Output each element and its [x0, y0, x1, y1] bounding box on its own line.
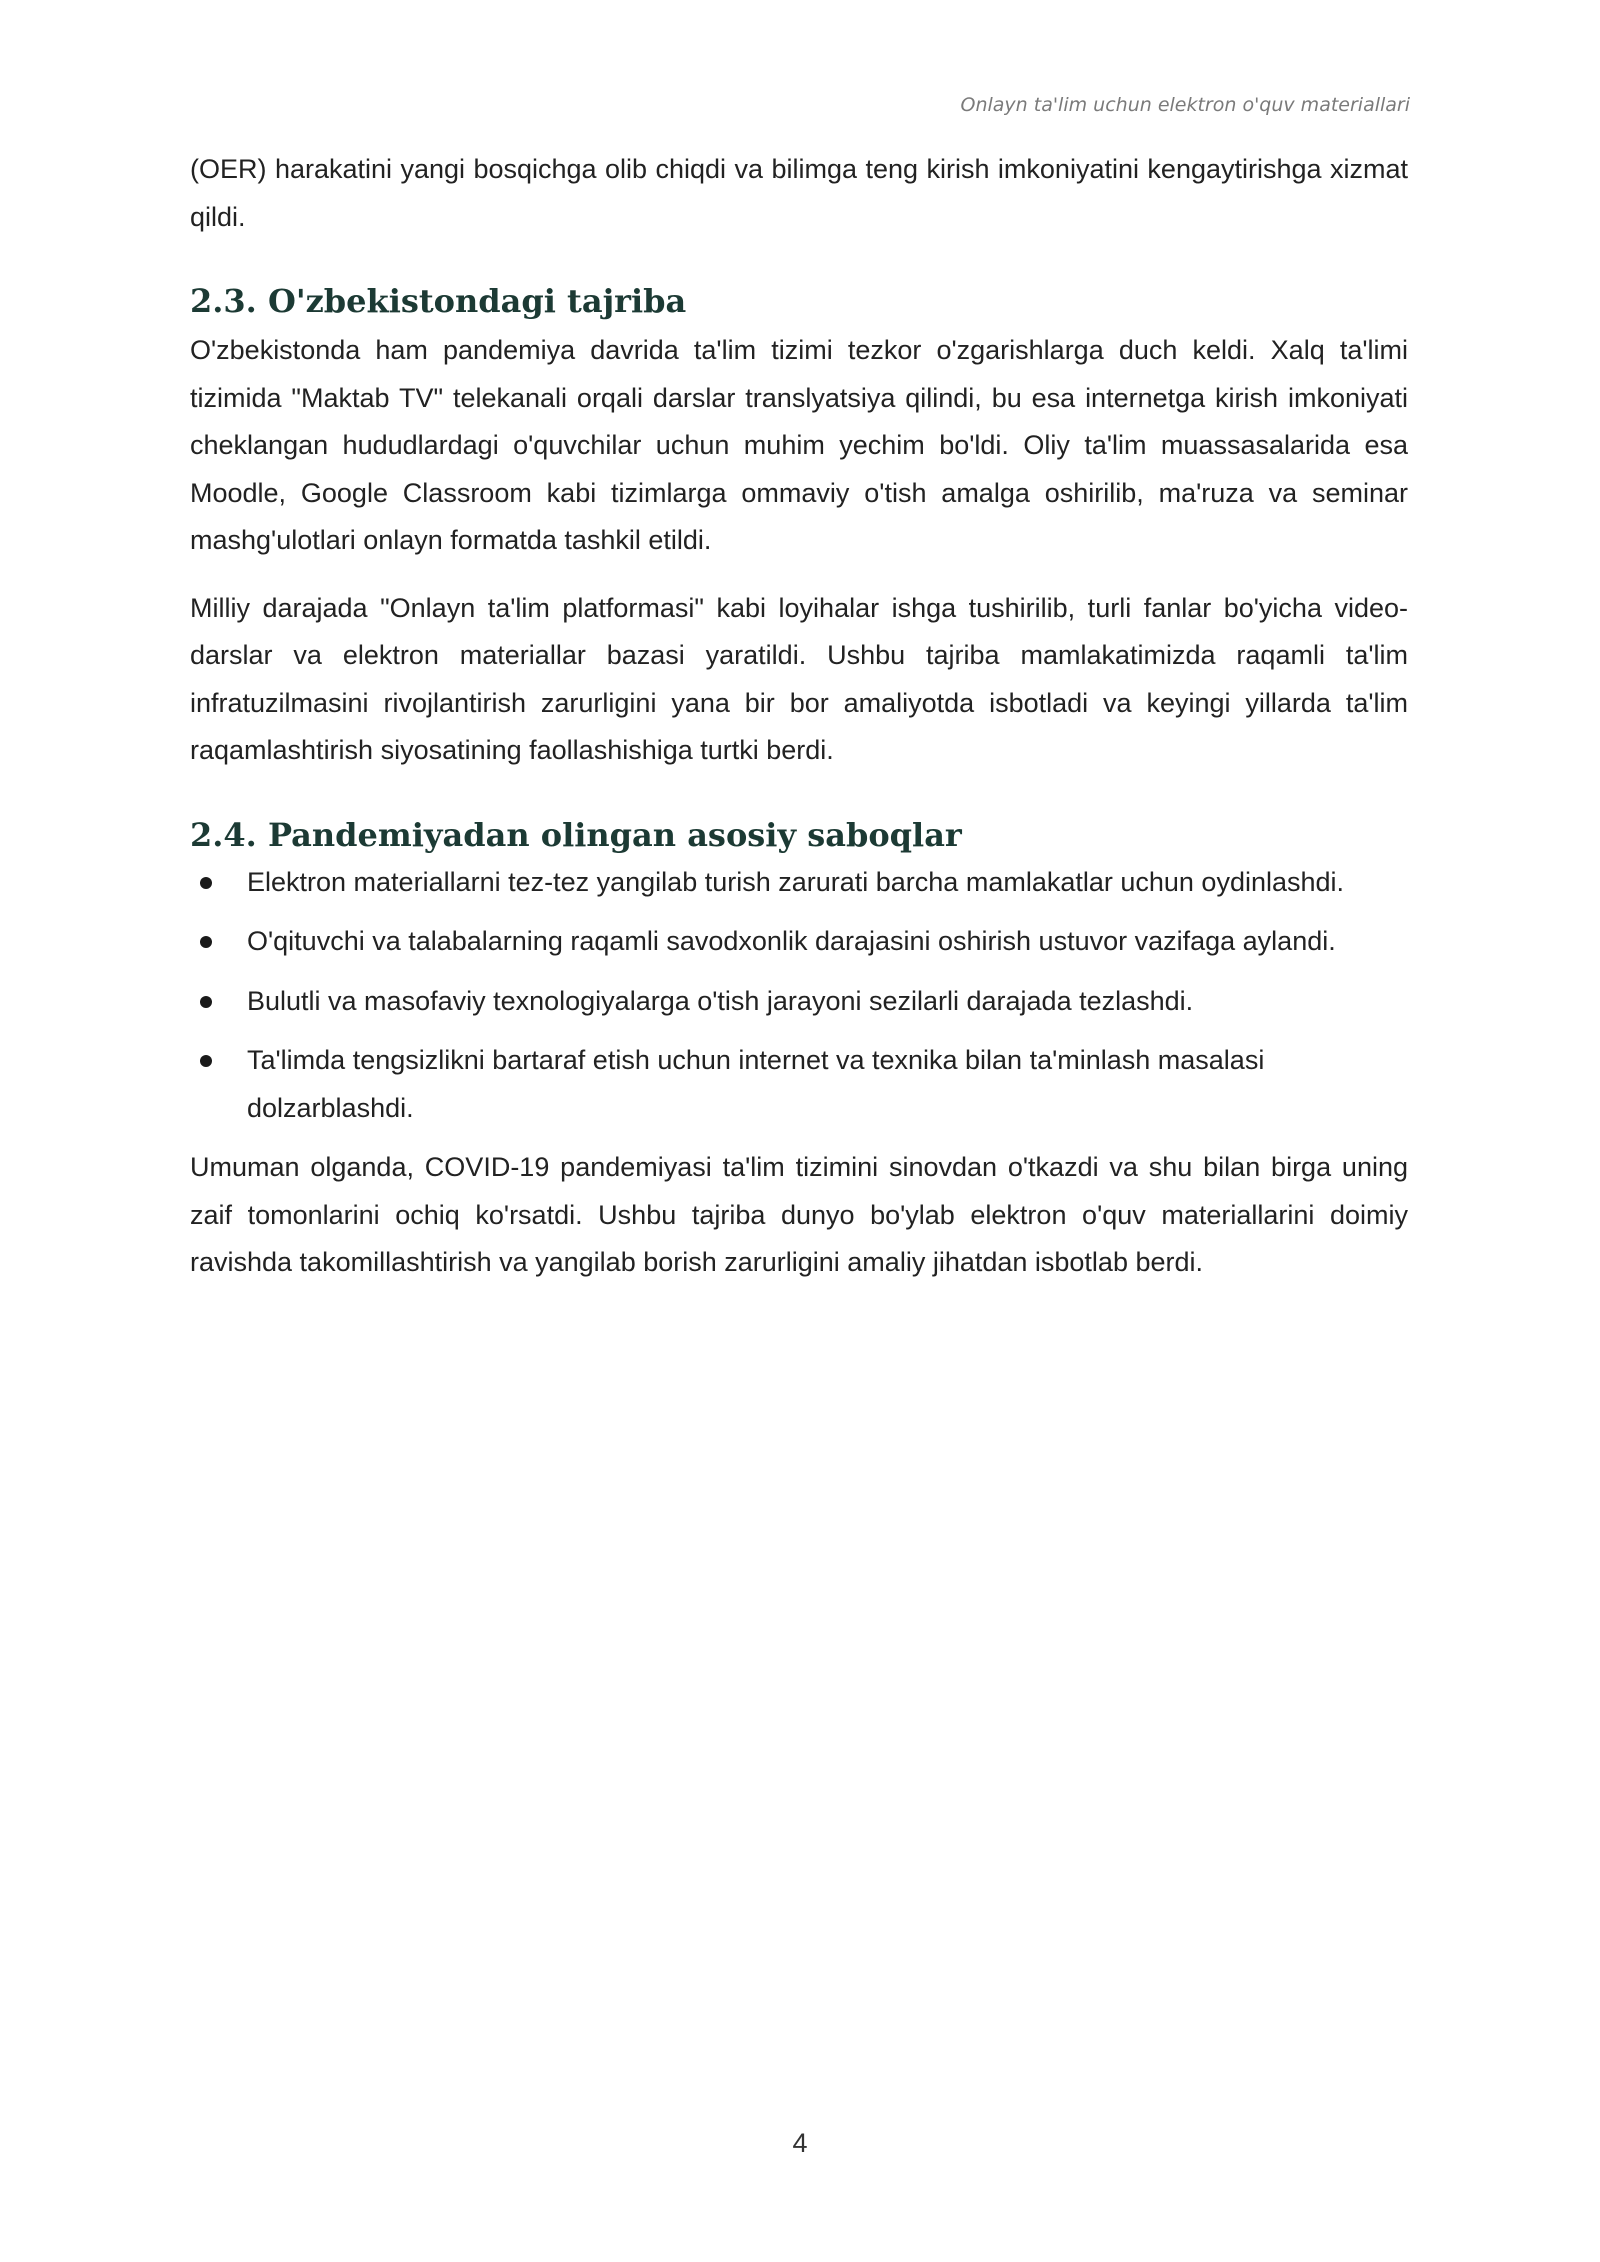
list-item	[190, 859, 1408, 907]
conclusion-paragraph: Umuman olganda, COVID-19 pandemiyasi ta'lim tizimini sinovdan o'tkazdi va shu bilan birga uning zaif tomonlarini ochiq ko'rsatdi. Ushbu tajriba dunyo bo'ylab elektron o'quv materiallarini doimiy ravishda takomillashtirish va yangilab borish zarurligini amaliy jihatdan isbotlab berdi.	[190, 1152, 1408, 1277]
list-item	[190, 978, 1408, 1026]
section-heading-2-4: 2.4. Pandemiyadan olingan asosiy saboqlar	[190, 815, 962, 854]
intro-paragraph: (OER) harakatini yangi bosqichga olib chiqdi va bilimga teng kirish imkoniyatini kengaytirishga xizmat qildi.	[190, 154, 1408, 232]
list-item	[190, 918, 1408, 966]
bullet-icon	[200, 1055, 212, 1067]
list-item	[190, 1037, 1408, 1132]
bullet-icon	[200, 877, 212, 889]
bullet-icon	[200, 996, 212, 1008]
page-content	[190, 146, 1408, 1307]
lessons-bullet-list	[190, 859, 1408, 1133]
section-heading-2-3: 2.3. O'zbekistondagi tajriba	[190, 282, 687, 320]
bullet-text: Elektron materiallarni tez-tez yangilab turish zarurati barcha mamlakatlar uchun oydinlashdi.	[247, 866, 1345, 897]
bullet-text: O'qituvchi va talabalarning raqamli savodxonlik darajasini oshirish ustuvor vazifaga aylandi.	[247, 926, 1336, 956]
bullet-icon	[200, 936, 212, 948]
section-2-3-paragraph-2: Milliy darajada "Onlayn ta'lim platformasi" kabi loyihalar ishga tushirilib, turli fanlar bo'yicha video-darslar va elektron materiallar bazasi yaratildi. Ushbu tajriba mamlakatimizda raqamli ta'lim infratuzilmasini rivojlantirish zarurligini yana bir bor amaliyotda isbotladi va keyingi yillarda ta'lim raqamlashtirish siyosatining faollashishiga turtki berdi.	[190, 592, 1408, 765]
running-header: Onlayn ta'lim uchun elektron o'quv materiallari	[960, 94, 1410, 116]
bullet-text: Bulutli va masofaviy texnologiyalarga o'tish jarayoni sezilarli darajada tezlashdi.	[247, 985, 1194, 1016]
bullet-text: Ta'limda tengsizlikni bartaraf etish uchun internet va texnika bilan ta'minlash masalasi dolzarblashdi.	[247, 1045, 1265, 1123]
section-2-3-paragraph-1: O'zbekistonda ham pandemiya davrida ta'lim tizimi tezkor o'zgarishlarga duch keldi. Xalq ta'limi tizimida "Maktab TV" telekanali orqali darslar translyatsiya qilindi, bu esa internetga kirish imkoniyati cheklangan hududlardagi o'quvchilar uchun muhim yechim bo'ldi. Oliy ta'lim muassasalarida esa Moodle, Google Classroom kabi tizimlarga ommaviy o'tish amalga oshirilib, ma'ruza va seminar mashg'ulotlari onlayn formatda tashkil etildi.	[190, 335, 1408, 555]
page-number: 4	[792, 2128, 808, 2158]
